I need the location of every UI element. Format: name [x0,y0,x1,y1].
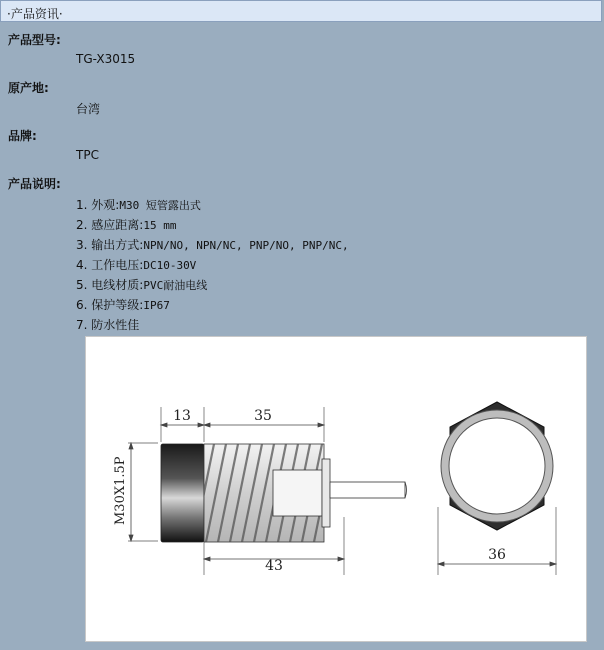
description-item-6 [76,296,170,313]
item-number: 6. [76,298,88,312]
item-key: 防水性佳 [91,318,140,332]
brand-value: TPC [76,148,99,162]
dim-head-length: 13 [173,408,191,424]
sensor-head [161,444,204,542]
item-number: 5. [76,278,88,292]
description-item-5 [76,276,207,293]
brand-label: 品牌: [8,129,37,143]
origin-value: 台湾 [76,102,101,116]
model-label: 产品型号: [8,33,61,47]
section-title-bar [0,0,602,22]
description-item-7 [76,316,139,333]
item-number: 4. [76,258,88,272]
item-number: 2. [76,218,88,232]
item-value: 15 mm [143,219,177,232]
lock-nut [273,470,322,516]
item-key: 工作电压: [91,258,144,272]
dim-hex-width: 36 [488,547,506,563]
item-number: 7. [76,318,88,332]
description-item-3 [76,236,349,253]
dim-thread-size: M30X1.5P [113,456,128,525]
item-value: M30 短管露出式 [119,199,201,212]
dimension-drawing-svg [86,337,588,643]
sensor-dimension-drawing [85,336,587,642]
item-key: 输出方式: [91,238,144,252]
origin-label: 原产地: [8,81,49,95]
dim-thread-length: 35 [254,408,272,424]
item-number: 1. [76,198,88,212]
dim-total-length: 43 [265,558,283,574]
description-item-2 [76,216,176,233]
item-value: PVC耐油电线 [143,279,208,292]
item-value: NPN/NO, NPN/NC, PNP/NO, PNP/NC, [143,239,349,252]
item-key: 电线材质: [91,278,144,292]
sensor-face [449,418,545,514]
description-item-1 [76,196,201,213]
description-item-4 [76,256,196,273]
item-value: IP67 [143,299,170,312]
model-value: TG-X3015 [76,52,136,66]
section-title: ·产品资讯· [7,7,63,21]
cable [330,482,405,498]
item-value: DC10-30V [143,259,197,272]
washer [322,459,330,527]
item-number: 3. [76,238,88,252]
item-key: 保护等级: [91,298,144,312]
item-key: 感应距离: [91,218,144,232]
description-label: 产品说明: [8,177,61,191]
item-key: 外观: [91,198,120,212]
